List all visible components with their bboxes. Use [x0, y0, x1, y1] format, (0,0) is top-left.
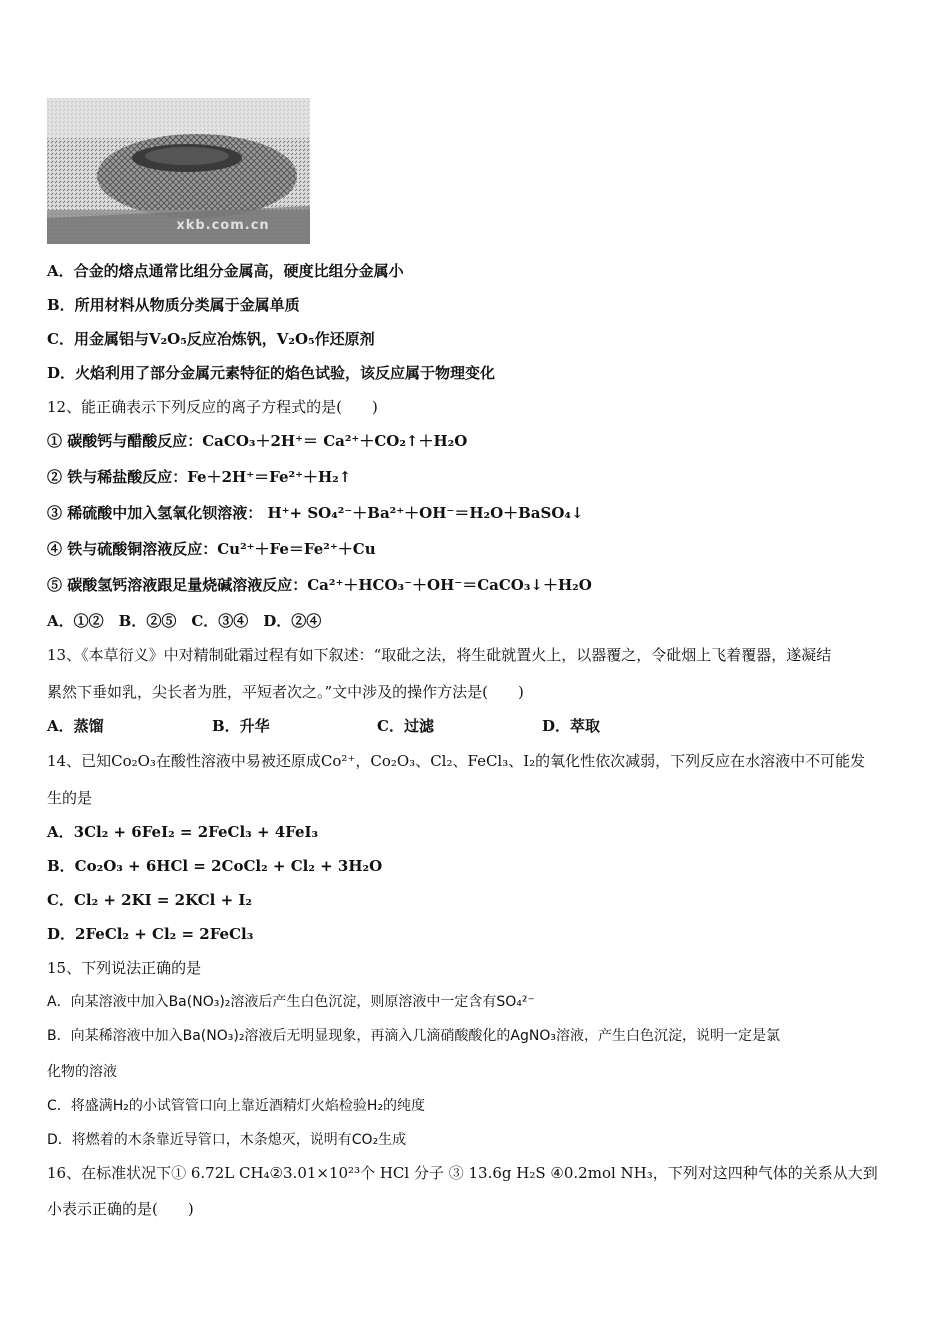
q14-stem-line2: 生的是	[47, 789, 93, 807]
q12-item-4: ④ 铁与硫酸铜溶液反应：Cu²⁺＋Fe＝Fe²⁺＋Cu	[47, 540, 376, 558]
q13-option-b: B．升华	[212, 717, 270, 735]
q14-option-c: C．Cl₂ + 2KI = 2KCl + I₂	[47, 891, 252, 909]
q13-stem-line1: 13、《本草衍义》中对精制砒霜过程有如下叙述：“取砒之法，将生砒就置火上，以器覆之，令砒烟上飞着覆器，遂凝结	[47, 646, 832, 664]
q12-options: A．①② B．②⑤ C．③④ D．②④	[47, 612, 322, 630]
stadium-photo	[47, 98, 310, 244]
q13-option-a: A．蒸馏	[47, 717, 104, 735]
q16-stem-line1: 16、在标准状况下① 6.72L CH₄②3.01×10²³个 HCl 分子 ③ 13.6g H₂S ④0.2mol NH₃，下列对这四种气体的关系从大到	[47, 1164, 878, 1182]
q12-item-5: ⑤ 碳酸氢钙溶液跟足量烧碱溶液反应：Ca²⁺＋HCO₃⁻＋OH⁻＝CaCO₃↓＋H₂O	[47, 576, 592, 594]
q13-options	[47, 717, 600, 735]
q11-option-d: D．火焰利用了部分金属元素特征的焰色试验，该反应属于物理变化	[47, 364, 496, 382]
q12-item-1: ① 碳酸钙与醋酸反应：CaCO₃＋2H⁺＝ Ca²⁺＋CO₂↑＋H₂O	[47, 432, 468, 450]
q11-option-a: A．合金的熔点通常比组分金属高，硬度比组分金属小	[47, 262, 404, 280]
q14-option-a: A．3Cl₂ + 6FeI₂ = 2FeCl₃ + 4FeI₃	[47, 823, 319, 841]
q15-option-b-cont: 化物的溶液	[47, 1064, 117, 1080]
photo-watermark: xkb.com.cn	[176, 218, 270, 233]
q11-option-c: C．用金属铝与V₂O₅反应冶炼钒，V₂O₅作还原剂	[47, 330, 375, 348]
q15-option-a: A．向某溶液中加入Ba(NO₃)₂溶液后产生白色沉淀，则原溶液中一定含有SO₄²⁻	[47, 994, 535, 1010]
q12-item-2: ② 铁与稀盐酸反应：Fe＋2H⁺＝Fe²⁺＋H₂↑	[47, 468, 352, 486]
q13-option-c: C．过滤	[377, 717, 434, 735]
q11-option-b: B．所用材料从物质分类属于金属单质	[47, 296, 300, 314]
q16-stem-line2: 小表示正确的是( )	[47, 1200, 194, 1218]
q15-option-b: B．向某稀溶液中加入Ba(NO₃)₂溶液后无明显现象，再滴入几滴硝酸酸化的AgNO₃溶液，产生白色沉淀，说明一定是氯	[47, 1028, 780, 1044]
q12-stem: 12、能正确表示下列反应的离子方程式的是( )	[47, 398, 378, 416]
q15-option-d: D．将燃着的木条靠近导管口，木条熄灭，说明有CO₂生成	[47, 1132, 407, 1148]
q14-option-d: D．2FeCl₂ + Cl₂ = 2FeCl₃	[47, 925, 254, 943]
q15-stem: 15、下列说法正确的是	[47, 959, 202, 977]
q13-option-d: D．萃取	[542, 717, 601, 735]
q14-option-b: B．Co₂O₃ + 6HCl = 2CoCl₂ + Cl₂ + 3H₂O	[47, 857, 383, 875]
q12-item-3: ③ 稀硫酸中加入氢氧化钡溶液： H⁺+ SO₄²⁻＋Ba²⁺＋OH⁻＝H₂O＋BaSO₄↓	[47, 504, 584, 522]
q14-stem-line1: 14、已知Co₂O₃在酸性溶液中易被还原成Co²⁺，Co₂O₃、Cl₂、FeCl₃、I₂的氧化性依次减弱，下列反应在水溶液中不可能发	[47, 752, 866, 770]
q15-option-c: C．将盛满H₂的小试管管口向上靠近酒精灯火焰检验H₂的纯度	[47, 1098, 426, 1114]
q13-stem-line2: 累然下垂如乳，尖长者为胜，平短者次之。”文中涉及的操作方法是( )	[47, 683, 524, 701]
